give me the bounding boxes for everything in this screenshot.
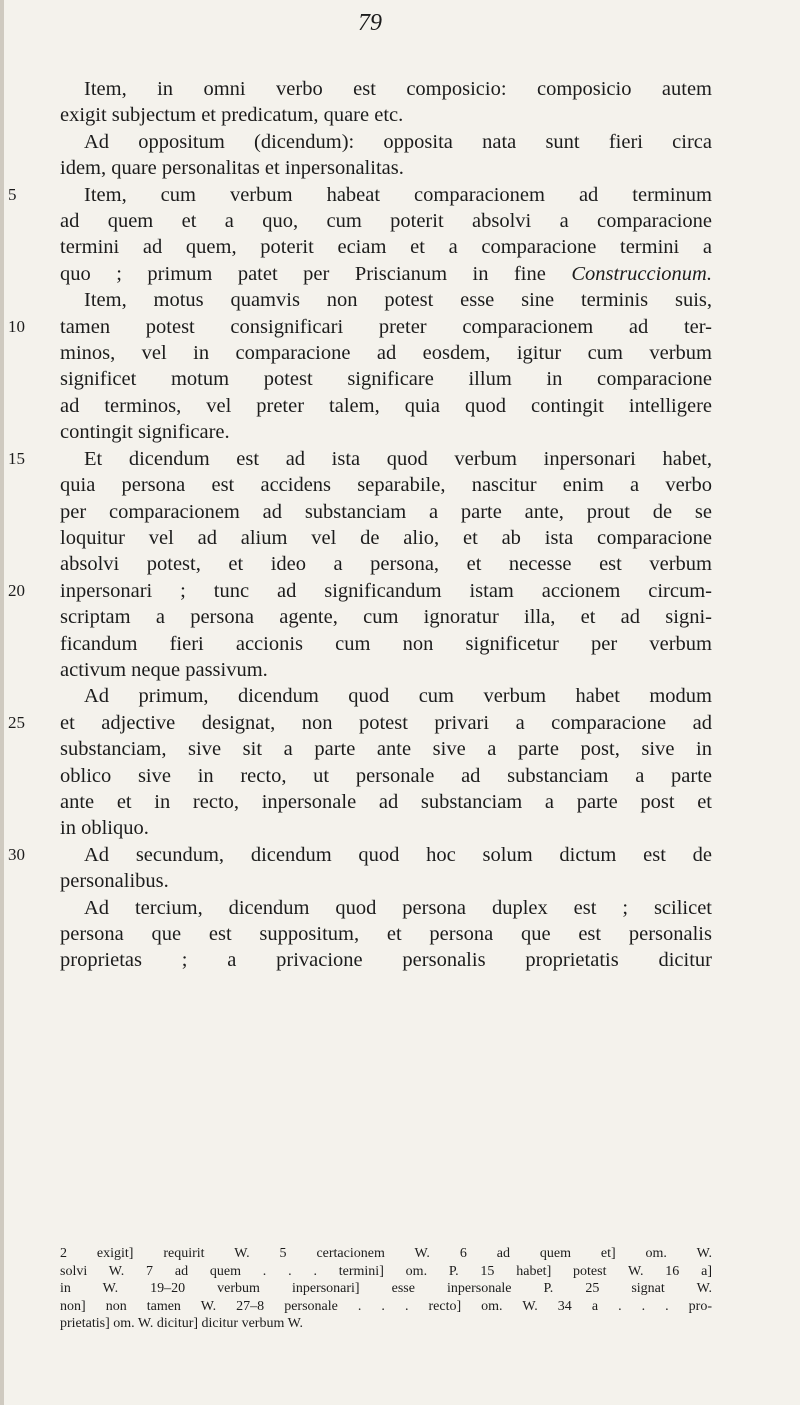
line-text: Ad primum, dicendum quod cum verbum habet modum	[84, 685, 712, 708]
text-line	[60, 472, 712, 498]
text-line	[60, 129, 712, 155]
critical-apparatus	[60, 1245, 712, 1333]
line-text: personalibus.	[60, 870, 169, 893]
text-line	[60, 393, 712, 419]
line-text: exigit subjectum et predicatum, quare etc.	[60, 104, 404, 127]
line-text: ad terminos, vel preter talem, quia quod contingit intelligere	[60, 394, 712, 417]
line-text: quia persona est accidens separabile, nascitur enim a verbo	[60, 474, 712, 497]
line-text: Item, in omni verbo est composicio: composicio autem	[84, 78, 712, 100]
page-number: 79	[358, 10, 382, 36]
text-line	[8, 710, 712, 736]
text-line	[60, 657, 712, 683]
text-line	[60, 102, 712, 128]
text-line	[8, 314, 712, 340]
line-text: Ad tercium, dicendum quod persona duplex est ; scilicet	[84, 896, 712, 919]
text-line	[60, 815, 712, 841]
text-line	[60, 419, 712, 445]
text-line	[60, 868, 712, 894]
line-number: 25	[8, 712, 25, 732]
text-line	[60, 287, 712, 313]
note-line: solvi W. 7 ad quem . . . termini] om. P. 15 habet] potest W. 16 a]	[60, 1263, 712, 1279]
text-line	[60, 551, 712, 577]
text-line	[60, 895, 712, 921]
line-text: ficandum fieri accionis cum non significetur per verbum	[60, 632, 712, 655]
note-line: in W. 19–20 verbum inpersonari] esse inpersonale P. 25 signat W.	[60, 1281, 712, 1296]
line-text: Et dicendum est ad ista quod verbum inpersonari habet,	[84, 447, 712, 470]
note-line: 2 exigit] requirit W. 5 certacionem W. 6 ad quem et] om. W.	[60, 1246, 712, 1261]
text-line	[60, 155, 712, 181]
text-line	[60, 234, 712, 260]
text-line	[60, 208, 712, 234]
text-line	[8, 446, 712, 472]
text-line	[60, 789, 712, 815]
line-text: loquitur vel ad alium vel de alio, et ab ista comparacione	[60, 526, 712, 549]
line-text: Item, motus quamvis non potest esse sine terminis suis,	[84, 289, 712, 312]
line-text: idem, quare personalitas et inpersonalitas.	[60, 157, 404, 180]
italic-title: Construccionum.	[571, 262, 712, 285]
line-text: absolvi potest, et ideo a persona, et necesse est verbum	[60, 553, 712, 576]
line-text: proprietas ; a privacione personalis proprietatis dicitur	[60, 949, 712, 972]
line-number: 15	[8, 448, 25, 468]
note-line: prietatis] om. W. dicitur] dicitur verbum W.	[60, 1316, 304, 1331]
line-text: ad quem et a quo, cum poterit absolvi a comparacione	[60, 210, 712, 233]
text-line	[60, 261, 712, 287]
note-line: non] non tamen W. 27–8 personale . . . recto] om. W. 34 a . . . pro-	[60, 1298, 712, 1314]
line-number: 5	[8, 184, 17, 204]
line-text: persona que est suppositum, et persona que est personalis	[60, 923, 712, 945]
line-text: tamen potest consignificari preter comparacionem ad ter-	[60, 315, 712, 338]
line-text: oblico sive in recto, ut personale ad substanciam a parte	[60, 764, 712, 787]
line-text: ante et in recto, inpersonale ad substanciam a parte post et	[60, 790, 712, 813]
page-edge	[0, 0, 4, 1405]
line-text: minos, vel in comparacione ad eosdem, igitur cum verbum	[60, 342, 712, 365]
line-text: contingit significare.	[60, 421, 230, 444]
text-line	[60, 366, 712, 392]
text-line	[60, 499, 712, 525]
main-text	[8, 76, 712, 974]
line-text: substanciam, sive sit a parte ante sive a parte post, sive in	[60, 738, 712, 761]
line-text: termini ad quem, poterit eciam et a comparacione termini a	[60, 236, 712, 259]
line-text: Item, cum verbum habeat comparacionem ad terminum	[84, 183, 712, 206]
text-line	[8, 578, 712, 604]
text-line	[60, 604, 712, 630]
text-line	[60, 525, 712, 551]
line-text: quo ; primum patet per Priscianum in fine	[60, 262, 572, 285]
line-number: 20	[8, 580, 25, 600]
text-line	[60, 340, 712, 366]
line-text: et adjective designat, non potest privari a comparacione ad	[60, 711, 712, 734]
text-line	[60, 921, 712, 947]
text-line	[8, 182, 712, 208]
line-text: in obliquo.	[60, 817, 149, 840]
text-line	[60, 763, 712, 789]
line-text: inpersonari ; tunc ad significandum istam accionem circum-	[60, 579, 712, 602]
line-number: 10	[8, 316, 25, 336]
line-text: activum neque passivum.	[60, 658, 268, 681]
text-line	[60, 631, 712, 657]
line-text: Ad secundum, dicendum quod hoc solum dictum est de	[84, 843, 712, 866]
line-text: scriptam a persona agente, cum ignoratur illa, et ad signi-	[60, 606, 712, 629]
line-text: significet motum potest significare illum in comparacione	[60, 368, 712, 391]
text-line	[60, 76, 712, 102]
text-line	[8, 842, 712, 868]
line-number: 30	[8, 844, 25, 864]
text-line	[60, 947, 712, 973]
text-line	[60, 683, 712, 709]
line-text: per comparacionem ad substanciam a parte ante, prout de se	[60, 500, 712, 523]
line-text: Ad oppositum (dicendum): opposita nata sunt fieri circa	[84, 130, 712, 153]
text-line	[60, 736, 712, 762]
